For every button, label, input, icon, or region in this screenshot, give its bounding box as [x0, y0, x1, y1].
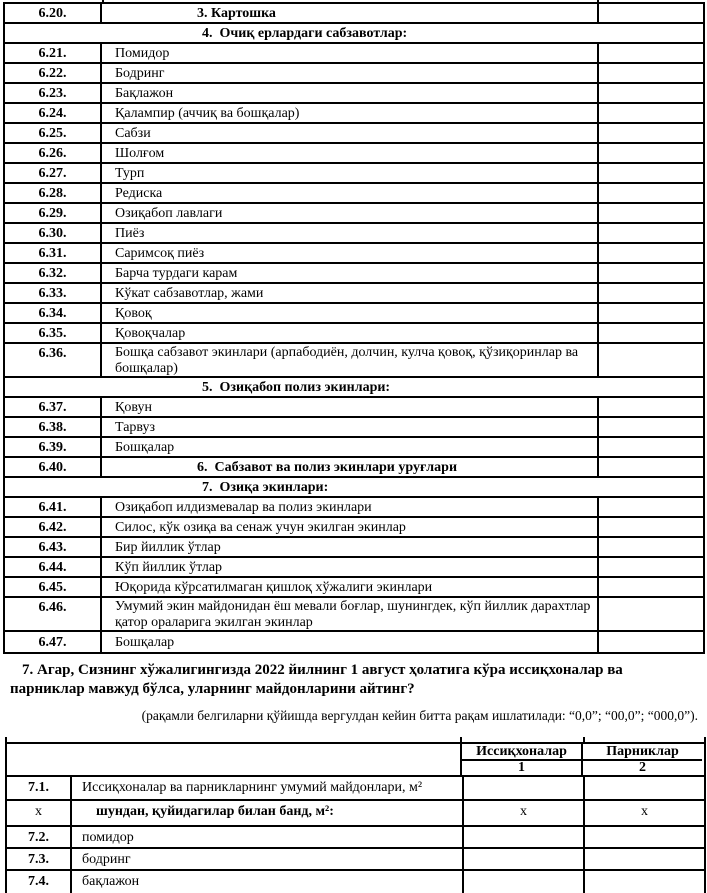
answer-cell[interactable] — [599, 632, 703, 652]
row-number: 6.35. — [5, 324, 102, 342]
row-label: Қалампир (аччиқ ва бошқалар) — [102, 104, 599, 122]
answer-cell[interactable] — [599, 598, 703, 630]
row-number: 6.46. — [5, 598, 102, 630]
row-label: 5. Озиқабоп полиз экинлари: — [202, 379, 391, 395]
table-row — [5, 24, 703, 44]
row-number: 6.24. — [5, 104, 102, 122]
answer-cell[interactable] — [599, 284, 703, 302]
row-label: Қовоқ — [102, 304, 599, 322]
crops-table — [3, 2, 705, 654]
table-row — [5, 284, 703, 304]
value-cell-hotbeds[interactable] — [585, 777, 704, 799]
table-row — [5, 4, 703, 24]
row-number: 6.34. — [5, 304, 102, 322]
answer-cell[interactable] — [599, 324, 703, 342]
row-label: Пиёз — [102, 224, 599, 242]
row-number: 6.43. — [5, 538, 102, 556]
row-number: 6.32. — [5, 264, 102, 282]
answer-cell[interactable] — [599, 538, 703, 556]
question-7 — [8, 661, 700, 724]
question-7-text: 7. Агар, Сизнинг хўжалигингизда 2022 йилнинг 1 август ҳолатига кўра иссиқхоналар ва парниклар мавжуд бўлса, уларнинг майдонларини айтинг? — [10, 662, 623, 697]
row-label: бодринг — [72, 849, 464, 869]
header-empty-cell — [7, 744, 462, 775]
answer-cell[interactable] — [599, 104, 703, 122]
column-greenhouses — [462, 744, 583, 775]
answer-cell[interactable] — [599, 558, 703, 576]
answer-cell[interactable] — [599, 4, 703, 22]
row-label: Барча турдаги карам — [102, 264, 599, 282]
table-row — [5, 598, 703, 632]
row-number: 6.23. — [5, 84, 102, 102]
row-label: Шолғом — [102, 144, 599, 162]
row-label: Тарвуз — [102, 418, 599, 436]
table-row — [5, 244, 703, 264]
row-label: помидор — [72, 827, 464, 847]
value-cell-greenhouses[interactable] — [464, 849, 585, 869]
row-number: 6.38. — [5, 418, 102, 436]
row-number: 6.27. — [5, 164, 102, 182]
value-cell-greenhouses[interactable]: х — [464, 801, 585, 825]
row-number: 6.28. — [5, 184, 102, 202]
table-row — [5, 458, 703, 478]
table-row — [5, 558, 703, 578]
answer-cell[interactable] — [599, 244, 703, 262]
greenhouse-table — [5, 742, 706, 893]
row-number: 6.22. — [5, 64, 102, 82]
table-row — [7, 777, 704, 801]
row-label: Қовун — [102, 398, 599, 416]
row-number: 6.31. — [5, 244, 102, 262]
row-number: 6.44. — [5, 558, 102, 576]
row-number: 6.20. — [5, 4, 102, 22]
table-row — [5, 498, 703, 518]
table-row — [5, 398, 703, 418]
answer-cell[interactable] — [599, 44, 703, 62]
answer-cell[interactable] — [599, 64, 703, 82]
column-title: Парниклар — [583, 744, 702, 761]
answer-cell[interactable] — [599, 184, 703, 202]
row-label: Кўкат сабзавотлар, жами — [102, 284, 599, 302]
column-number: 1 — [518, 760, 525, 775]
answer-cell[interactable] — [599, 224, 703, 242]
row-label: 6. Сабзавот ва полиз экинлари уруғлари — [102, 458, 599, 476]
table-row — [7, 849, 704, 871]
row-label: Сабзи — [102, 124, 599, 142]
value-cell-hotbeds[interactable] — [585, 827, 704, 847]
table-row — [5, 578, 703, 598]
row-number: 7.2. — [7, 827, 72, 847]
table-row — [5, 378, 703, 398]
row-number: 6.47. — [5, 632, 102, 652]
row-number: 6.45. — [5, 578, 102, 596]
row-label: бақлажон — [72, 871, 464, 893]
column-title: Иссиқхоналар — [462, 744, 581, 761]
table-row — [5, 64, 703, 84]
row-number: 6.41. — [5, 498, 102, 516]
row-label: Редиска — [102, 184, 599, 202]
row-label: Иссиқхоналар ва парникларнинг умумий майдонлари, м² — [72, 777, 464, 799]
value-cell-greenhouses[interactable] — [464, 777, 585, 799]
value-cell-greenhouses[interactable] — [464, 871, 585, 893]
answer-cell[interactable] — [599, 498, 703, 516]
row-label: Бошқа сабзавот экинлари (арпабодиён, долчин, кулча қовоқ, қўзиқоринлар ва бошқалар) — [102, 344, 599, 376]
answer-cell[interactable] — [599, 304, 703, 322]
row-number: х — [7, 801, 72, 825]
row-label: 7. Озиқа экинлари: — [202, 479, 329, 495]
greenhouse-table-body — [7, 777, 704, 893]
row-number: 6.30. — [5, 224, 102, 242]
row-label: Бақлажон — [102, 84, 599, 102]
answer-cell[interactable] — [599, 204, 703, 222]
table-row — [5, 324, 703, 344]
table-row — [5, 478, 703, 498]
row-number: 7.4. — [7, 871, 72, 893]
answer-cell[interactable] — [599, 124, 703, 142]
table-row — [5, 184, 703, 204]
row-label: Озиқабоп илдизмевалар ва полиз экинлари — [102, 498, 599, 516]
column-number: 2 — [639, 760, 646, 775]
table-row — [5, 164, 703, 184]
table-row — [7, 801, 704, 827]
answer-cell[interactable] — [599, 84, 703, 102]
row-label: 4. Очиқ ерлардаги сабзавотлар: — [202, 25, 408, 41]
row-label: Бир йиллик ўтлар — [102, 538, 599, 556]
value-cell-hotbeds[interactable]: х — [641, 804, 648, 819]
row-label: Помидор — [102, 44, 599, 62]
answer-cell[interactable] — [599, 144, 703, 162]
row-label: шундан, қуйидагилар билан банд, м²: — [72, 801, 464, 825]
table-row — [5, 344, 703, 378]
row-number: 6.29. — [5, 204, 102, 222]
table-row — [5, 538, 703, 558]
row-label: Силос, кўк озиқа ва сенаж учун экилган экинлар — [102, 518, 599, 536]
table-row — [5, 104, 703, 124]
row-label: Бодринг — [102, 64, 599, 82]
table-row — [5, 224, 703, 244]
answer-cell[interactable] — [599, 438, 703, 456]
row-number: 6.26. — [5, 144, 102, 162]
table-row — [5, 418, 703, 438]
table-row — [5, 44, 703, 64]
row-label: Турп — [102, 164, 599, 182]
row-number: 6.37. — [5, 398, 102, 416]
table-row — [5, 144, 703, 164]
greenhouse-table-header — [7, 744, 704, 777]
answer-cell[interactable] — [599, 518, 703, 536]
table-row — [5, 438, 703, 458]
row-label: Бошқалар — [102, 632, 599, 652]
answer-cell[interactable] — [599, 344, 703, 376]
question-7-note: (рақамли белгиларни қўйишда вергулдан кейин битта рақам ишлатилади: “0,0”; “00,0”; “000,0”). — [141, 708, 698, 723]
table-row — [5, 304, 703, 324]
row-number: 6.33. — [5, 284, 102, 302]
row-label: Озиқабоп лавлаги — [102, 204, 599, 222]
answer-cell[interactable] — [599, 398, 703, 416]
row-label: Кўп йиллик ўтлар — [102, 558, 599, 576]
row-number: 7.3. — [7, 849, 72, 869]
answer-cell[interactable] — [599, 458, 703, 476]
row-label: Саримсоқ пиёз — [102, 244, 599, 262]
table-row — [7, 827, 704, 849]
column-hotbeds — [583, 744, 702, 775]
answer-cell[interactable] — [599, 264, 703, 282]
answer-cell[interactable] — [599, 418, 703, 436]
row-label: Қовоқчалар — [102, 324, 599, 342]
row-number: 6.42. — [5, 518, 102, 536]
table-row — [5, 124, 703, 144]
row-label: Бошқалар — [102, 438, 599, 456]
table-row — [5, 264, 703, 284]
row-label: Юқорида кўрсатилмаган қишлоқ хўжалиги экинлари — [102, 578, 599, 596]
table-row — [5, 518, 703, 538]
row-number: 6.39. — [5, 438, 102, 456]
table-row — [5, 632, 703, 652]
table-row — [5, 204, 703, 224]
value-cell-greenhouses[interactable] — [464, 827, 585, 847]
table-row — [7, 871, 704, 893]
answer-cell[interactable] — [599, 164, 703, 182]
row-label: 3. Картошка — [102, 4, 599, 22]
row-number: 6.25. — [5, 124, 102, 142]
row-number: 7.1. — [7, 777, 72, 799]
row-number: 6.40. — [5, 458, 102, 476]
value-cell-hotbeds[interactable] — [585, 871, 704, 893]
row-number: 6.21. — [5, 44, 102, 62]
row-label: Умумий экин майдонидан ёш мевали боғлар, шунингдек, кўп йиллик дарахтлар қатор ораларига экилган экинлар — [102, 598, 599, 630]
row-number: 6.36. — [5, 344, 102, 376]
table-row — [5, 84, 703, 104]
answer-cell[interactable] — [599, 578, 703, 596]
value-cell-hotbeds[interactable] — [585, 849, 704, 869]
